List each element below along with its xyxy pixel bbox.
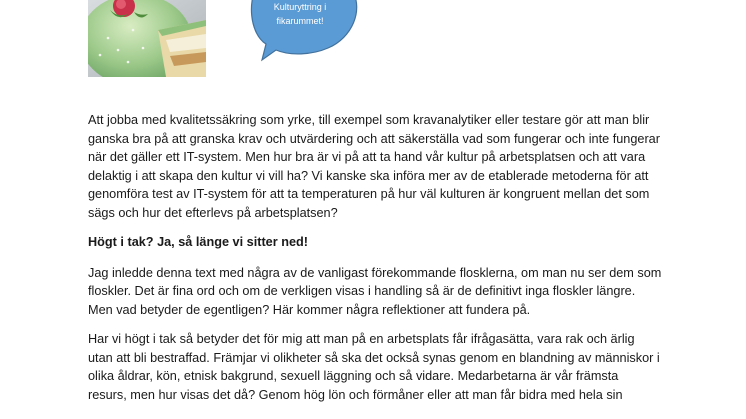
document-body [88,111,662,415]
text-line: Att jobba med kvalitetssäkring som yrke, till exempel som kravanalytiker eller testare gör att man blir [88,113,650,127]
text-line: genomföra test av IT-system för att ta temperaturen på hur väl kulturen är kongruent mellan det som [88,187,650,201]
text-line: när det gäller ett IT-system. Men hur bra är vi på att ta hand vår kultur på arbetsplatsen och att vara [88,150,646,164]
text-line: ganska bra på att granska krav och utvärdering och att säkerställa vad som fungerar och inte fungerar [88,131,660,146]
princess-cake-illustration [88,0,206,77]
speech-bubble-line: fikarummet! [276,16,324,26]
princess-cake-image [88,0,206,77]
paragraph-intro [88,111,658,222]
text-line: sägs och hur det efterlevs på arbetsplatsen? [88,205,338,220]
text-line: floskler. Det är fina ord och om de verkligen visas i handling så är de definitivt inga floskler längre. [88,284,636,298]
text-line: delaktig i att skapa den kultur vi vill ha? Vi kanske ska införa mer av de etablerade metoderna för att [88,168,649,183]
section-heading: Högt i tak? Ja, så länge vi sitter ned! [88,235,308,249]
text-line: Men vad betyder de egentligen? Här kommer några reflektioner att fundera på. [88,302,531,317]
text-line: utan att bli bestraffad. Främjar vi olikheter så ska det också synas genom en blandning av människor i [88,350,660,365]
text-line: olika åldrar, kön, etnisk bakgrund, sexuell läggning och så vidare. Medarbetarna är vår främsta [88,369,619,383]
text-line: Har vi högt i tak så betyder det för mig att man på en arbetsplats får ifrågasätta, vara rak och ärlig [88,332,635,346]
paragraph-hogt-i-tak [88,330,658,404]
paragraph-floskler [88,264,662,320]
text-line: resurs, men hur visas det då? Genom hög lön och förmåner eller att man får bidra med hela sin [88,387,623,402]
text-line: Jag inledde denna text med några av de vanligast förekommande flosklerna, om man nu ser dem som [88,265,662,280]
speech-bubble-text [255,0,345,28]
speech-bubble-line: Kulturyttring i [273,2,327,12]
